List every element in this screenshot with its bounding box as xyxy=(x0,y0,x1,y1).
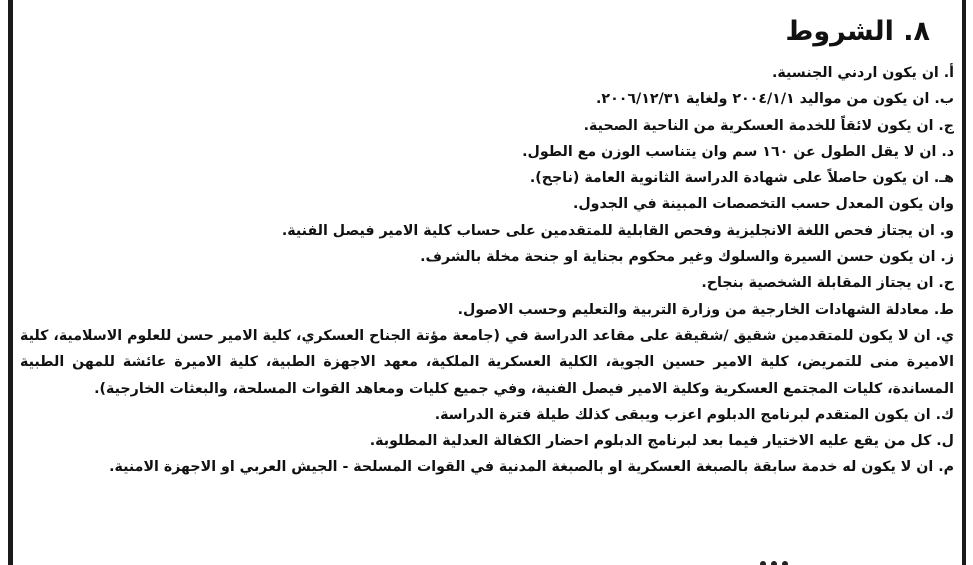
condition-item: و. ان يجتاز فحص اللغة الانجليزية وفحص القابلية للمتقدمين على حساب كلية الامير فيصل الفنية. xyxy=(281,222,954,239)
condition-item: ي. ان لا يكون للمتقدمين شقيق /شقيقة على مقاعد الدراسة في (جامعة مؤتة الجناح العسكري، كلية الامير حسن للعلوم الاسلامية، كلية الاميرة منى للتمريض، كلية الامير حسين الجوية، الكلية العسكرية الملكية، معهد الاجهزة الطبية، كلية الاميرة عائشة للمهن الطبية المساندة، كليات المجتمع العسكرية وكلية الامير فيصل الفنية، وفي جميع كليات ومعاهد القوات المسلحة، والبعثات الخارجية). xyxy=(20,327,954,397)
cut-off-next-line xyxy=(760,554,870,565)
condition-item: م. ان لا يكون له خدمة سابقة بالصبغة العسكرية او بالصبغة المدنية في القوات المسلحة - الجيش العربي او الاجهزة الامنية. xyxy=(109,459,954,476)
text-fragment-mark xyxy=(782,561,788,565)
condition-item: ح. ان يجتاز المقابلة الشخصية بنجاح. xyxy=(701,275,954,292)
condition-item: د. ان لا يقل الطول عن ١٦٠ سم وان يتناسب الوزن مع الطول. xyxy=(522,143,954,160)
section-title: ٨. الشروط xyxy=(785,16,930,47)
condition-item: ك. ان يكون المتقدم لبرنامج الدبلوم اعزب ويبقى كذلك طيلة فترة الدراسة. xyxy=(434,406,954,423)
right-border-rule xyxy=(962,0,966,565)
left-border-rule xyxy=(8,0,13,565)
text-fragment-mark xyxy=(760,561,766,565)
condition-item: أ. ان يكون اردني الجنسية. xyxy=(772,65,954,81)
condition-item: ل. كل من يقع عليه الاختيار فيما بعد لبرنامج الدبلوم احضار الكفالة العدلية المطلوبة. xyxy=(369,433,954,450)
conditions-section xyxy=(20,4,954,481)
condition-item: وان يكون المعدل حسب التخصصات المبينة في الجدول. xyxy=(572,196,954,213)
condition-item: هـ. ان يكون حاصلاً على شهادة الدراسة الثانوية العامة (ناجح). xyxy=(529,170,954,187)
conditions-list xyxy=(20,60,954,481)
condition-item: ط. معادلة الشهادات الخارجية من وزارة التربية والتعليم وحسب الاصول. xyxy=(457,301,954,318)
condition-item: ب. ان يكون من مواليد ٢٠٠٤/١/١ ولغاية ٢٠٠٦/١٢/٣١. xyxy=(596,91,954,108)
condition-item: ز. ان يكون حسن السيرة والسلوك وغير محكوم بجناية او جنحة مخلة بالشرف. xyxy=(420,249,954,266)
condition-item: ج. ان يكون لائقاً للخدمة العسكرية من الناحية الصحية. xyxy=(583,117,954,134)
text-fragment-mark xyxy=(771,561,777,565)
